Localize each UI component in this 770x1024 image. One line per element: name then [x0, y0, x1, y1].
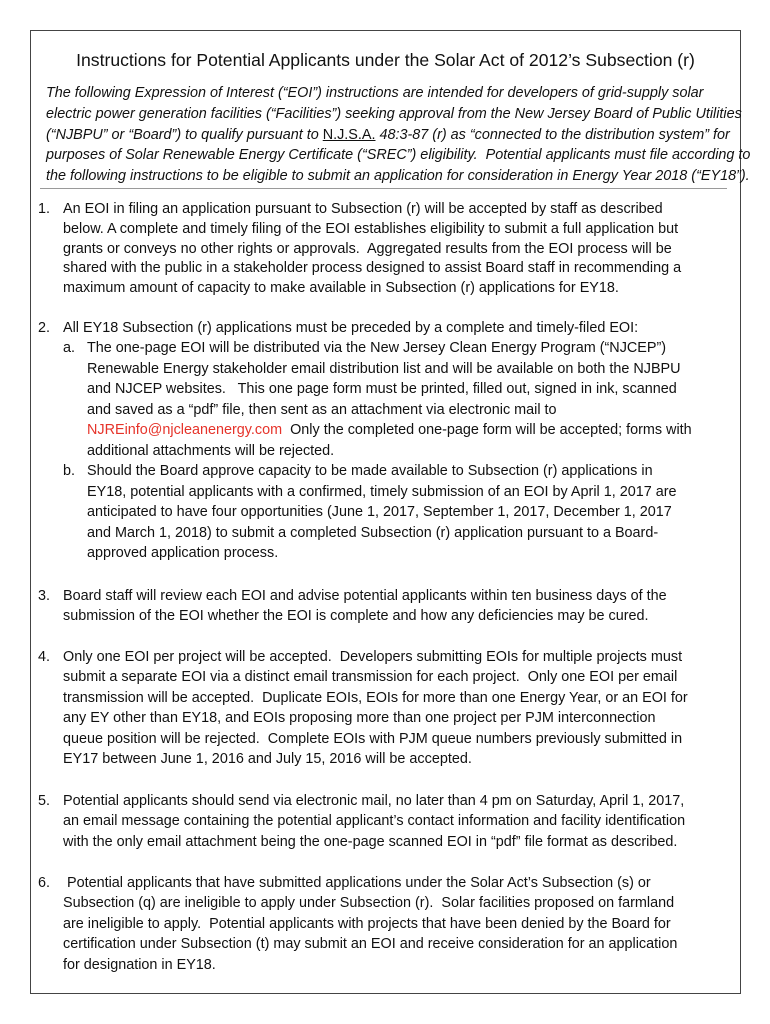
subitem-line: additional attachments will be rejected. [87, 442, 335, 459]
item-line: submission of the EOI whether the EOI is complete and how any deficiencies may be cured. [63, 608, 649, 625]
subitem-b [63, 461, 728, 563]
item-line: Subsection (q) are ineligible to apply under Subsection (r). Solar facilities proposed on farmland [63, 895, 675, 912]
item-number: 1. [38, 201, 51, 217]
subitem-line: anticipated to have four opportunities (June 1, 2017, September 1, 2017, December 1, 2017 [87, 504, 672, 521]
item-line: Board staff will review each EOI and advise potential applicants within ten business days of the [63, 588, 667, 604]
item-body [63, 647, 728, 769]
item-line: maximum amount of capacity to make available in Subsection (r) applications for EY18. [63, 280, 619, 297]
item-body [63, 586, 728, 627]
section-divider [40, 188, 727, 189]
item-line: shared with the public in a stakeholder process designed to assist Board staff in recommending a [63, 260, 682, 277]
subitem-line: Renewable Energy stakeholder email distribution list and will be available on both the NJBPU [87, 360, 681, 377]
item-line: queue position will be rejected. Complete EOIs with PJM queue numbers previously submitted in [63, 730, 683, 747]
item-number: 2. [38, 320, 51, 336]
subitem-line-text: Only the completed one-page form will be accepted; forms with [282, 422, 692, 439]
statute-reference: N.J.S.A. [322, 126, 376, 143]
item-number: 4. [38, 649, 51, 665]
item-line: any EY other than EY18, and EOIs proposing more than one project per PJM interconnection [63, 710, 656, 727]
item-line: EY17 between June 1, 2016 and July 15, 2016 will be accepted. [63, 751, 472, 768]
item-body [63, 791, 728, 852]
subitem-letter: b. [63, 463, 76, 480]
subitem-line: The one-page EOI will be distributed via the New Jersey Clean Energy Program (“NJCEP”) [87, 340, 667, 357]
subitem-body [87, 461, 728, 563]
instruction-item-3 [38, 586, 728, 627]
item-line: are ineligible to apply. Potential applicants with projects that have been denied by the Board for [63, 915, 671, 932]
subitem-line: and saved as a “pdf” file, then sent as an attachment via electronic mail to [87, 401, 557, 418]
item-line: for designation in EY18. [63, 956, 216, 973]
instruction-item-5 [38, 791, 728, 852]
item-number: 5. [38, 793, 51, 809]
item-line: certification under Subsection (t) may submit an EOI and receive consideration for an application [63, 936, 678, 953]
email-link[interactable]: NJREinfo@njcleanenergy.com [87, 422, 283, 439]
item-line: transmission will be accepted. Duplicate EOIs, EOIs for more than one Energy Year, or an EOI for [63, 689, 688, 706]
intro-line: The following Expression of Interest (“EOI”) instructions are intended for developers of grid-supply solar [46, 85, 704, 101]
intro-line-text: (“NJBPU” or “Board”) to qualify pursuant to [46, 126, 323, 143]
subitem-line: approved application process. [87, 544, 279, 561]
item-line: an email message containing the potential applicant’s contact information and facility identification [63, 813, 686, 830]
subitem-line: Should the Board approve capacity to be made available to Subsection (r) applications in [87, 463, 653, 480]
intro-line-text: 48:3-87 (r) as “connected to the distribution system” for [375, 126, 730, 143]
intro-line: the following instructions to be eligible to submit an application for consideration in Energy Year 2018 (“EY18”). [46, 168, 750, 184]
instruction-item-4 [38, 647, 728, 769]
item-line: Potential applicants that have submitted applications under the Solar Act’s Subsection (s) or [67, 875, 651, 891]
intro-line: purposes of Solar Renewable Energy Certificate (“SREC”) eligibility. Potential applicants must file according to [46, 147, 751, 164]
item-body [63, 318, 728, 563]
intro-line: electric power generation facilities (“Facilities”) seeking approval from the New Jersey Board of Public Utilities [46, 105, 742, 122]
document-title: Instructions for Potential Applicants under the Solar Act of 2012’s Subsection (r) [76, 50, 695, 70]
instruction-item-1 [38, 200, 728, 299]
item-line: All EY18 Subsection (r) applications must be preceded by a complete and timely-filed EOI: [63, 320, 639, 336]
subitem-a [63, 338, 728, 461]
subitem-line [87, 420, 728, 440]
subitem-line: and NJCEP websites. This one page form must be printed, filled out, signed in ink, scanned [87, 381, 677, 398]
subitem-line: EY18, potential applicants with a confirmed, timely submission of an EOI by April 1, 2017 are [87, 483, 677, 500]
item-body [63, 873, 728, 975]
item-line: grants or conveys no other rights or approvals. Aggregated results from the EOI process will be [63, 240, 672, 257]
item-line: with the only email attachment being the one-page scanned EOI in “pdf” file format as described. [63, 833, 678, 850]
instruction-item-6 [38, 873, 728, 975]
item-line: Only one EOI per project will be accepted. Developers submitting EOIs for multiple projects must [63, 649, 683, 665]
item-line: Potential applicants should send via electronic mail, no later than 4 pm on Saturday, April 1, 2017, [63, 793, 685, 809]
instruction-item-2 [38, 318, 728, 563]
subitem-line: and March 1, 2018) to submit a completed Subsection (r) application pursuant to a Board- [87, 524, 659, 541]
item-number: 6. [38, 875, 51, 891]
item-line: submit a separate EOI via a distinct email transmission for each project. Only one EOI per email [63, 669, 678, 686]
item-line: An EOI in filing an application pursuant to Subsection (r) will be accepted by staff as described [63, 201, 663, 217]
item-body [63, 200, 728, 299]
subitem-body [87, 338, 728, 461]
item-line: below. A complete and timely filing of the EOI establishes eligibility to submit a full application but [63, 220, 679, 237]
intro-paragraph [46, 83, 750, 187]
item-number: 3. [38, 588, 51, 604]
subitem-letter: a. [63, 340, 76, 357]
intro-line [46, 125, 750, 146]
